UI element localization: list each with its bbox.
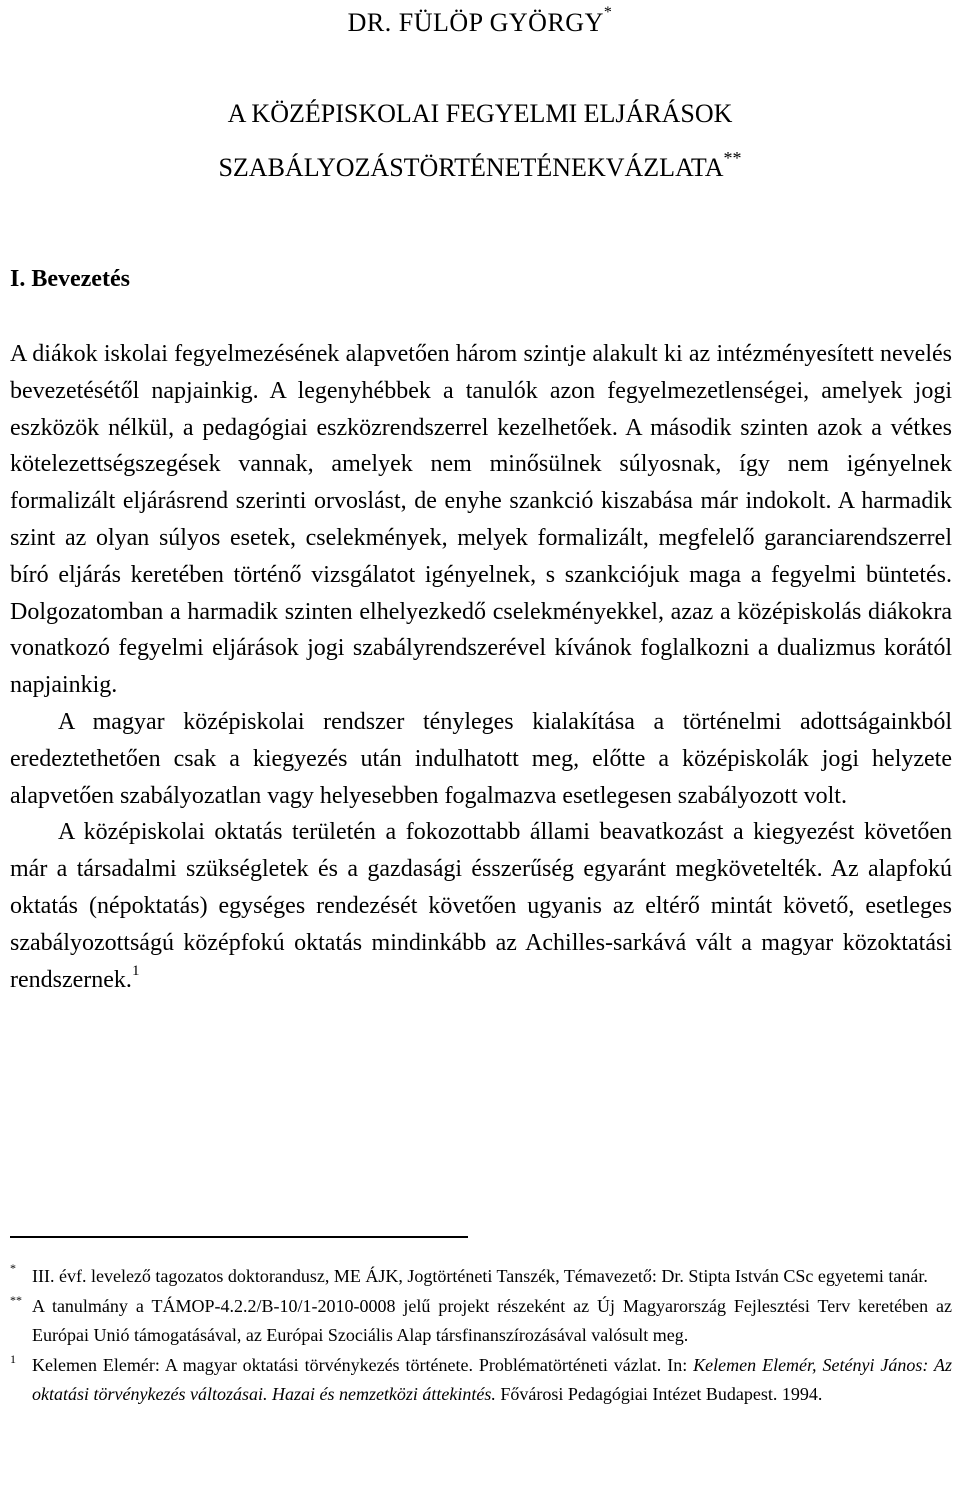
footnote-project bbox=[10, 1292, 952, 1351]
paragraph-1: A diákok iskolai fegyelmezésének alapvetően három szintje alakult ki az intézményesített nevelés bevezetésétől napjainkig. A legenyhébbek a tanulók azon fegyelmezetlenségei, amelyek jogi eszközök nélkül, a pedagógiai eszközrendszerrel kezelhetőek. A második szinten azok a vétkes kötelezettségszegések vannak, amelyek nem minősülnek súlyosnak, így nem igényelnek formalizált eljárásrend szerinti orvoslást, de enyhe szankció kiszabása már indokolt. A harmadik szint az olyan súlyos esetek, cselekmények, melyek formalizált, megfelelő garanciarendszerrel bíró eljárás keretében történő vizsgálatot igényelnek, s szankciójuk maga a fegyelmi büntetés. Dolgozatomban a harmadik szinten elhelyezkedő cselekményekkel, azaz a középiskolás diákokra vonatkozó fegyelmi eljárások jogi szabályrendszerével kívánok foglalkozni a dualizmus korától napjainkig. bbox=[10, 341, 952, 699]
footnote-author-text: III. évf. levelező tagozatos doktorandusz, ME ÁJK, Jogtörténeti Tanszék, Témavezető: Dr. Stipta István CSc egyetemi tanár. bbox=[32, 1266, 928, 1286]
footnote-author bbox=[10, 1262, 952, 1292]
footnote-ref-1: 1 bbox=[131, 962, 140, 979]
footnote-1-text-italic: Kelemen Elemér, Setényi János: Az oktatási törvénykezés változásai. Hazai és nemzetközi áttekintés. bbox=[32, 1354, 953, 1404]
footnote-1-mark: 1 bbox=[10, 1351, 16, 1366]
section-heading: I. Bevezetés bbox=[10, 266, 130, 292]
paragraph-3-text: A középiskolai oktatás területén a fokozottabb állami beavatkozást a kiegyezést követően már a társadalmi szükségletek és a gazdasági ésszerűség egyaránt megkövetelték. Az alapfokú oktatás (népoktatás) egységes rendezését követően ugyanis az eltérő mintát követő, esetleges szabályozottságú középfokú oktatás mindinkább az Achilles-sarkává vált a magyar közoktatási rendszernek. bbox=[10, 819, 952, 993]
paragraph-2: A magyar középiskolai rendszer tényleges kialakítása a történelmi adottságainkból eredeztethetően csak a kiegyezés után indulhatott meg, előtte a középiskolák jogi helyzete alapvetően szabályozatlan vagy helyesebben fogalmazva esetlegesen szabályozott volt. bbox=[10, 708, 952, 809]
footnote-project-mark: ** bbox=[10, 1292, 22, 1307]
author-text: DR. FÜLÖP GYÖRGY bbox=[347, 8, 604, 37]
footnotes bbox=[10, 1262, 952, 1410]
title-line-2-text: SZABÁLYOZÁSTÖRTÉNETÉNEKVÁZLATA bbox=[218, 153, 724, 182]
footnote-1-text-b: Fővárosi Pedagógiai Intézet Budapest. 1994. bbox=[495, 1384, 823, 1404]
title-line-1: A KÖZÉPISKOLAI FEGYELMI ELJÁRÁSOK bbox=[227, 99, 733, 128]
body-text bbox=[10, 336, 952, 998]
article-title bbox=[0, 92, 960, 190]
footnote-project-text: A tanulmány a TÁMOP-4.2.2/B-10/1-2010-0008 jelű projekt részeként az Új Magyarország Fejlesztési Terv keretében az Európai Unió támogatásával, az Európai Szociális Alap társfinanszírozásával valósult meg. bbox=[32, 1295, 952, 1345]
paragraph-3 bbox=[10, 814, 952, 998]
footnote-1-text-a: Kelemen Elemér: A magyar oktatási törvénykezés története. Problématörténeti vázlat. In: bbox=[32, 1354, 694, 1375]
author-name bbox=[0, 4, 960, 38]
title-footnote-mark: ** bbox=[723, 148, 742, 168]
footnote-separator bbox=[10, 1236, 468, 1238]
footnote-author-mark: * bbox=[10, 1261, 16, 1275]
title-line-2 bbox=[0, 136, 960, 190]
author-footnote-mark: * bbox=[603, 4, 613, 21]
footnote-1 bbox=[10, 1351, 952, 1410]
